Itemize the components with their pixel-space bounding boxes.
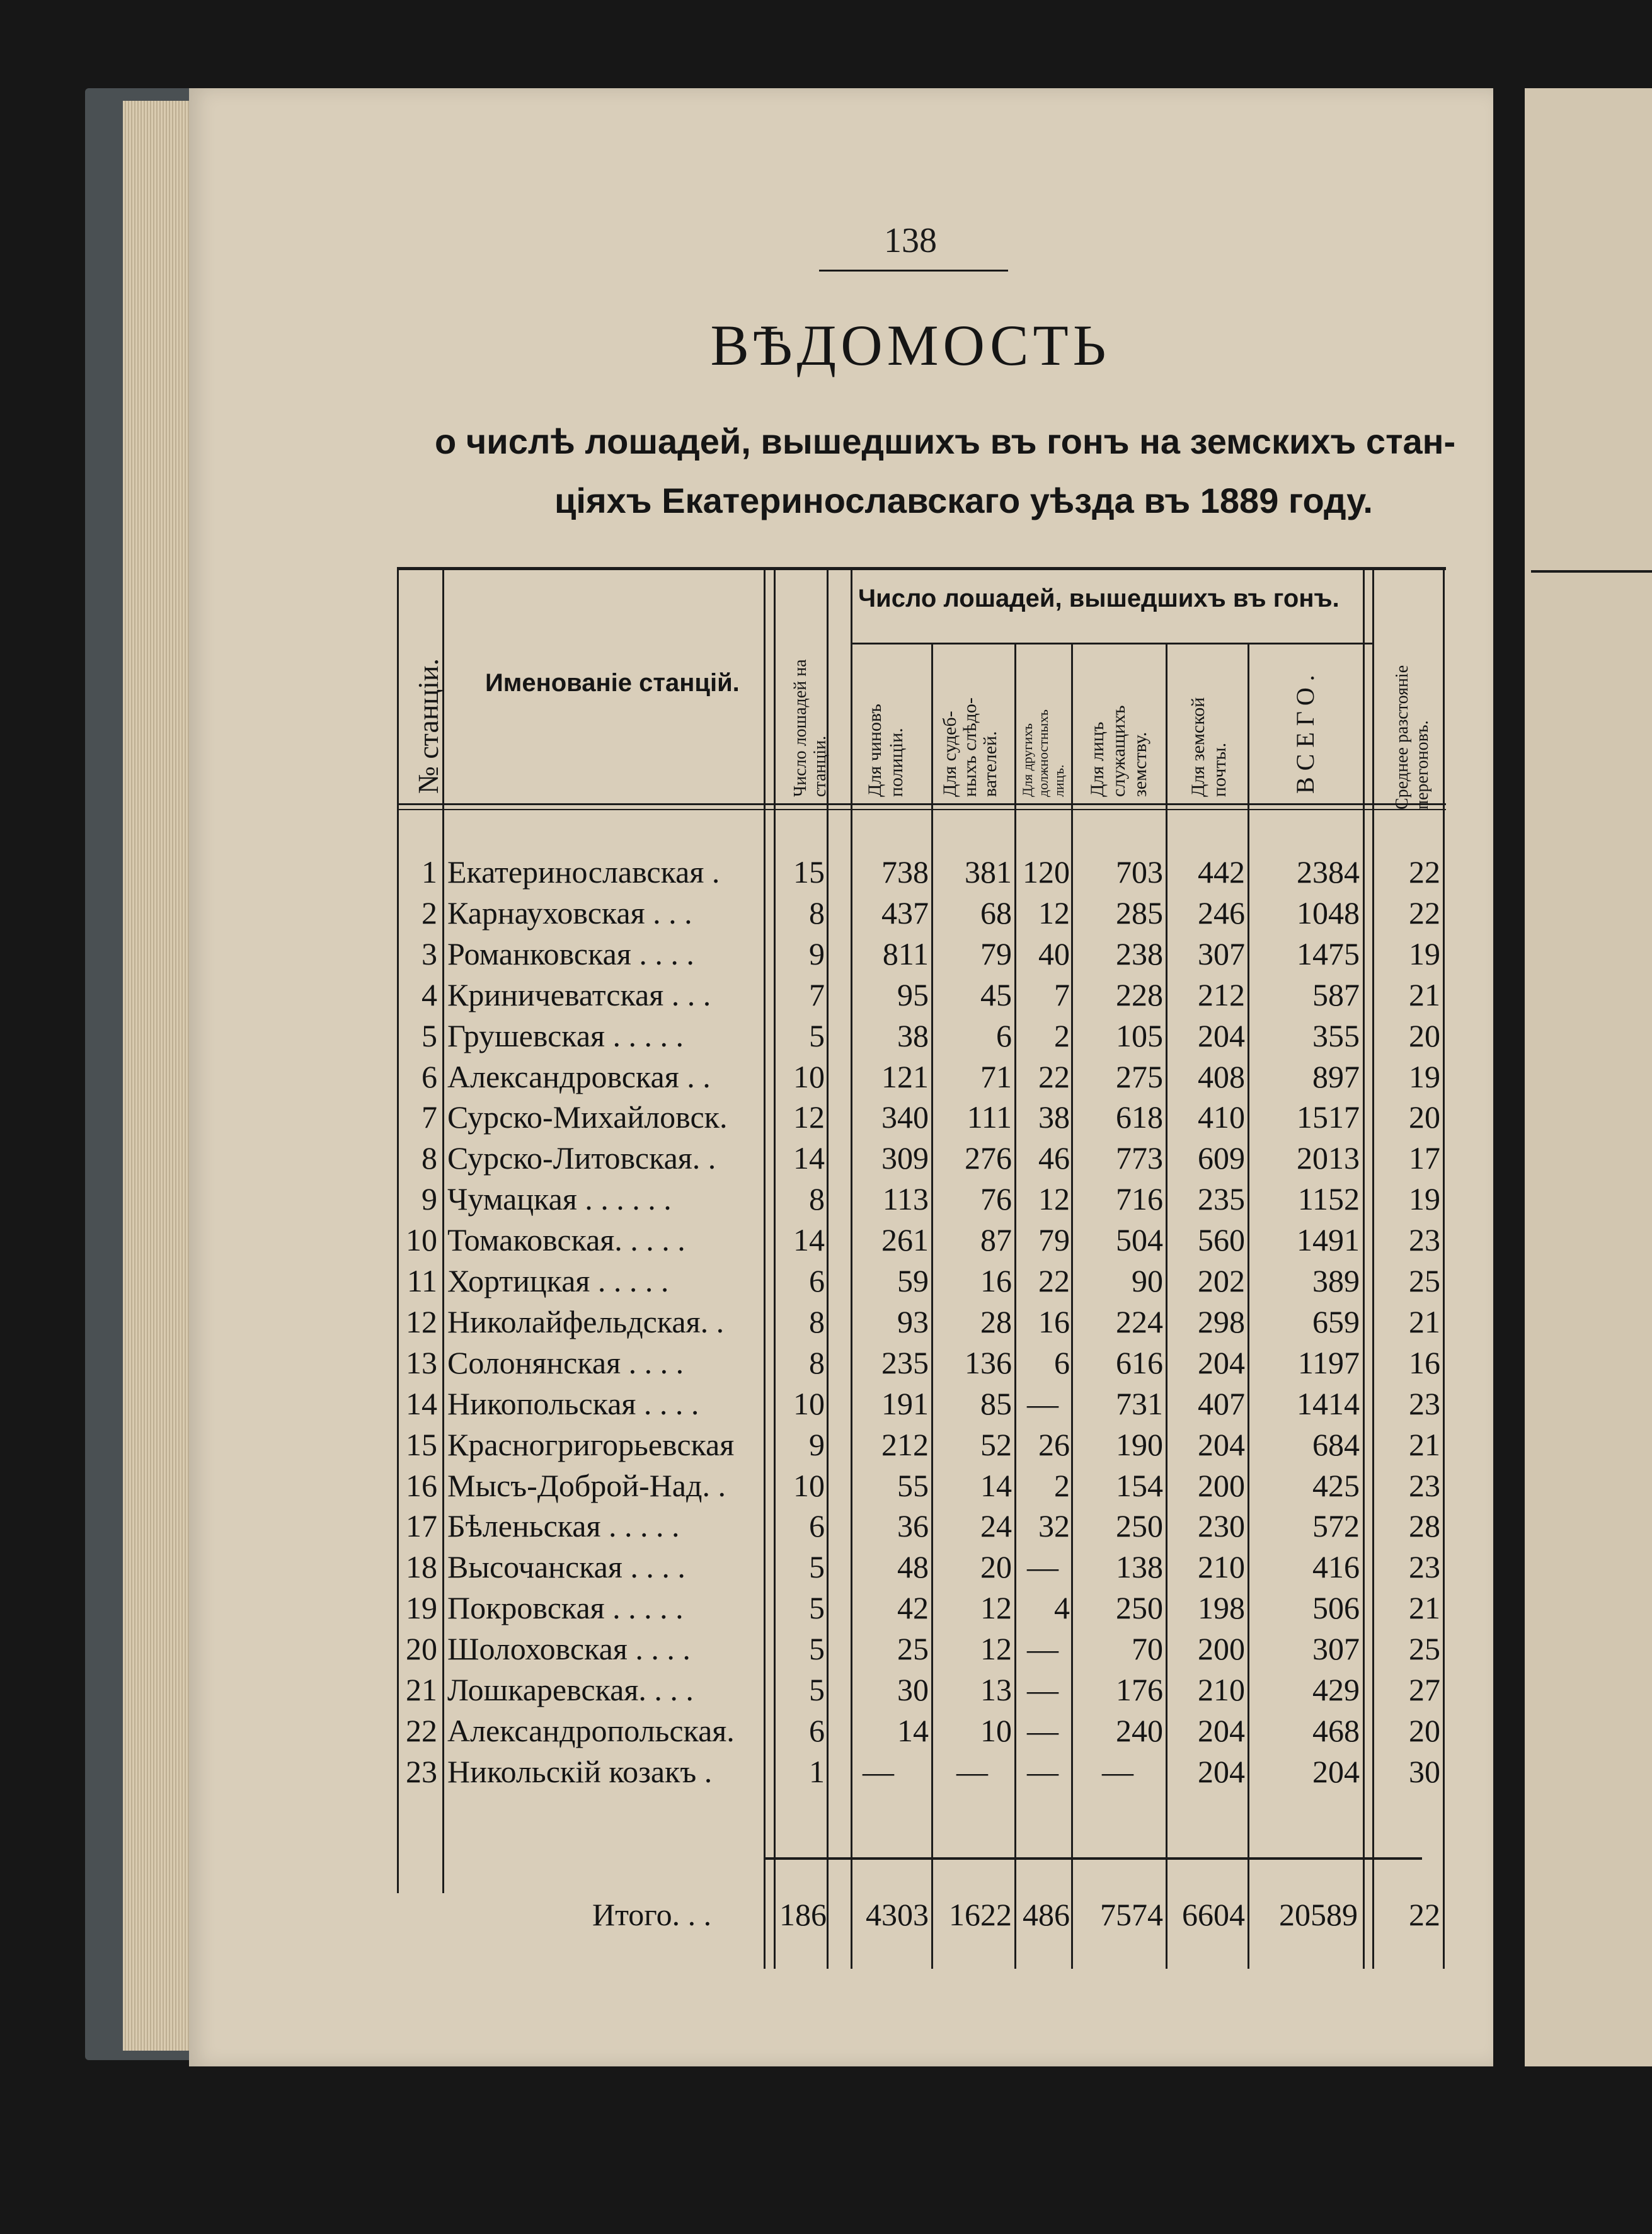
- total-horses-cell: 468: [1312, 1713, 1360, 1748]
- station-number-cell: 15: [406, 1427, 437, 1462]
- station-name-cell: Николайфельдская. .: [447, 1304, 725, 1339]
- horses-at-station-cell: 5: [809, 1672, 825, 1707]
- station-name-cell: Хортицкая . . . . .: [447, 1263, 669, 1298]
- header-total-text: ВСЕГО.: [1291, 668, 1319, 794]
- total-horses-cell: 1491: [1297, 1222, 1360, 1257]
- average-distance-cell: 25: [1409, 1263, 1440, 1298]
- average-distance-cell: 25: [1409, 1631, 1440, 1666]
- station-number-cell: 6: [422, 1059, 437, 1094]
- other-official-horses-cell: —: [1027, 1631, 1058, 1666]
- post-horses-cell: 235: [1198, 1181, 1245, 1217]
- zemstvo-horses-cell: 616: [1116, 1345, 1163, 1380]
- header-other-line-3: лицъ.: [1051, 764, 1067, 797]
- post-horses-cell: 442: [1198, 854, 1245, 890]
- station-number-cell: 12: [406, 1304, 437, 1339]
- header-horses-sent-group: Число лошадей, вышедшихъ въ гонъ.: [858, 585, 1339, 612]
- header-police: [864, 704, 907, 797]
- horses-at-station-cell: 5: [809, 1018, 825, 1053]
- other-official-horses-cell: —: [1027, 1672, 1058, 1707]
- header-investigators-line-3: вателей.: [980, 731, 1001, 797]
- station-name-cell: Екатеринославская .: [447, 854, 720, 890]
- post-horses-cell: 204: [1198, 1427, 1245, 1462]
- horses-at-station-cell: 10: [793, 1468, 825, 1503]
- police-horses-cell: 738: [881, 854, 929, 890]
- post-horses-cell: 200: [1198, 1631, 1245, 1666]
- total-horses-cell: 204: [1312, 1754, 1360, 1789]
- total-horses-cell: 2384: [1297, 854, 1360, 890]
- station-name-cell: Покровская . . . . .: [447, 1590, 684, 1625]
- page-number: 138: [884, 221, 937, 260]
- station-number-cell: 17: [406, 1508, 437, 1544]
- average-distance-cell: 19: [1409, 1181, 1440, 1217]
- post-horses-cell: 202: [1198, 1263, 1245, 1298]
- total-horses-cell: 355: [1312, 1018, 1360, 1053]
- zemstvo-horses-cell: 240: [1116, 1713, 1163, 1748]
- header-post-line-2: почты.: [1209, 742, 1230, 797]
- investigator-horses-cell: 136: [965, 1345, 1012, 1380]
- post-horses-cell: 204: [1198, 1754, 1245, 1789]
- horses-at-station-cell: 6: [809, 1713, 825, 1748]
- other-official-horses-cell: 2: [1054, 1468, 1070, 1503]
- horses-at-station-cell: 8: [809, 1304, 825, 1339]
- header-post-line-1: Для земской: [1188, 697, 1208, 797]
- police-horses-cell: 437: [881, 895, 929, 931]
- station-number-cell: 14: [406, 1386, 437, 1421]
- total-horses-cell: 587: [1312, 977, 1360, 1012]
- post-horses-cell: 204: [1198, 1713, 1245, 1748]
- other-official-horses-cell: 40: [1038, 936, 1070, 971]
- zemstvo-horses-cell: 190: [1116, 1427, 1163, 1462]
- investigator-horses-cell: 16: [980, 1263, 1012, 1298]
- horses-at-station-cell: 7: [809, 977, 825, 1012]
- header-investigators-line-1: Для судеб-: [939, 711, 960, 797]
- header-other-officials: [1019, 709, 1067, 797]
- total-horses-cell: 1152: [1297, 1181, 1360, 1217]
- police-horses-cell: 30: [897, 1672, 929, 1707]
- header-average-distance: [1392, 665, 1433, 810]
- average-distance-cell: 23: [1409, 1549, 1440, 1584]
- investigator-horses-cell: 85: [980, 1386, 1012, 1421]
- investigator-horses-cell: 381: [965, 854, 1012, 890]
- average-distance-cell: 22: [1409, 854, 1440, 890]
- police-horses-cell: 191: [881, 1386, 929, 1421]
- total-horses-cell: 684: [1312, 1427, 1360, 1462]
- post-horses-cell: 307: [1198, 936, 1245, 971]
- horses-at-station-cell: 8: [809, 895, 825, 931]
- header-police-line-2: полиціи.: [886, 728, 907, 797]
- horses-at-station-cell: 9: [809, 936, 825, 971]
- investigator-horses-cell: 24: [980, 1508, 1012, 1544]
- average-distance-cell: 27: [1409, 1672, 1440, 1707]
- header-horses-line-2: станціи.: [810, 735, 830, 797]
- investigator-horses-cell: 45: [980, 977, 1012, 1012]
- totals-total: 20589: [1279, 1897, 1358, 1932]
- police-horses-cell: 48: [897, 1549, 929, 1584]
- police-horses-cell: 309: [881, 1140, 929, 1176]
- horses-at-station-cell: 12: [793, 1099, 825, 1135]
- investigator-horses-cell: 76: [980, 1181, 1012, 1217]
- document-subtitle-line-2: ціяхъ Екатеринославскаго уѣзда въ 1889 году.: [554, 481, 1373, 520]
- totals-other: 486: [1023, 1897, 1070, 1932]
- police-horses-cell: 55: [897, 1468, 929, 1503]
- station-number-cell: 10: [406, 1222, 437, 1257]
- horses-at-station-cell: 6: [809, 1263, 825, 1298]
- zemstvo-horses-cell: 228: [1116, 977, 1163, 1012]
- station-name-cell: Лошкаревская. . . .: [447, 1672, 694, 1707]
- zemstvo-horses-cell: —: [1102, 1754, 1133, 1789]
- average-distance-cell: 21: [1409, 1427, 1440, 1462]
- station-name-cell: Солонянская . . . .: [447, 1345, 684, 1380]
- total-horses-cell: 572: [1312, 1508, 1360, 1544]
- header-bottom-rule: [397, 803, 1446, 805]
- police-horses-cell: 59: [897, 1263, 929, 1298]
- zemstvo-horses-cell: 731: [1116, 1386, 1163, 1421]
- police-horses-cell: 235: [881, 1345, 929, 1380]
- total-horses-cell: 659: [1312, 1304, 1360, 1339]
- other-official-horses-cell: 12: [1038, 1181, 1070, 1217]
- total-horses-cell: 1475: [1297, 936, 1360, 971]
- header-station-number: [413, 658, 444, 794]
- station-name-cell: Высочанская . . . .: [447, 1549, 685, 1584]
- zemstvo-horses-cell: 703: [1116, 854, 1163, 890]
- column-rule: [1363, 567, 1365, 1969]
- horses-at-station-cell: 8: [809, 1345, 825, 1380]
- post-horses-cell: 210: [1198, 1549, 1245, 1584]
- police-horses-cell: 340: [881, 1099, 929, 1135]
- investigator-horses-cell: 28: [980, 1304, 1012, 1339]
- totals-post: 6604: [1182, 1897, 1245, 1932]
- zemstvo-horses-cell: 176: [1116, 1672, 1163, 1707]
- header-post: [1188, 697, 1230, 797]
- other-official-horses-cell: 26: [1038, 1427, 1070, 1462]
- zemstvo-horses-cell: 618: [1116, 1099, 1163, 1135]
- other-official-horses-cell: 4: [1054, 1590, 1070, 1625]
- station-name-cell: Томаковская. . . . .: [447, 1222, 685, 1257]
- investigator-horses-cell: 52: [980, 1427, 1012, 1462]
- station-number-cell: 2: [422, 895, 437, 931]
- police-horses-cell: 261: [881, 1222, 929, 1257]
- police-horses-cell: 121: [881, 1059, 929, 1094]
- total-horses-cell: 307: [1312, 1631, 1360, 1666]
- zemstvo-horses-cell: 716: [1116, 1181, 1163, 1217]
- header-total: [1292, 668, 1319, 794]
- average-distance-cell: 21: [1409, 1304, 1440, 1339]
- station-name-cell: Мысъ-Доброй-Над. .: [447, 1468, 726, 1503]
- header-station-number-text: № станціи.: [412, 658, 444, 794]
- header-distance-line-2: перегоновъ.: [1413, 720, 1432, 810]
- station-number-cell: 19: [406, 1590, 437, 1625]
- average-distance-cell: 19: [1409, 1059, 1440, 1094]
- station-name-cell: Чумацкая . . . . . .: [447, 1181, 672, 1217]
- other-official-horses-cell: —: [1027, 1713, 1058, 1748]
- post-horses-cell: 230: [1198, 1508, 1245, 1544]
- station-name-cell: Никольскій козакъ .: [447, 1754, 713, 1789]
- zemstvo-horses-cell: 224: [1116, 1304, 1163, 1339]
- station-number-cell: 3: [422, 936, 437, 971]
- total-horses-cell: 2013: [1297, 1140, 1360, 1176]
- zemstvo-horses-cell: 285: [1116, 895, 1163, 931]
- other-official-horses-cell: 120: [1023, 854, 1070, 890]
- average-distance-cell: 21: [1409, 1590, 1440, 1625]
- total-horses-cell: 897: [1312, 1059, 1360, 1094]
- investigator-horses-cell: 111: [967, 1099, 1012, 1135]
- other-official-horses-cell: 16: [1038, 1304, 1070, 1339]
- horses-at-station-cell: 9: [809, 1427, 825, 1462]
- zemstvo-horses-cell: 275: [1116, 1059, 1163, 1094]
- header-other-line-2: должностныхъ: [1035, 709, 1051, 797]
- average-distance-cell: 19: [1409, 936, 1440, 971]
- zemstvo-horses-cell: 250: [1116, 1590, 1163, 1625]
- horses-at-station-cell: 14: [793, 1222, 825, 1257]
- police-horses-cell: 113: [882, 1181, 929, 1217]
- investigator-horses-cell: 71: [980, 1059, 1012, 1094]
- investigator-horses-cell: 6: [996, 1018, 1012, 1053]
- average-distance-cell: 16: [1409, 1345, 1440, 1380]
- totals-investigators: 1622: [949, 1897, 1012, 1932]
- station-name-cell: Сурско-Литовская. .: [447, 1140, 716, 1176]
- investigator-horses-cell: 12: [980, 1631, 1012, 1666]
- average-distance-cell: 20: [1409, 1099, 1440, 1135]
- post-horses-cell: 204: [1198, 1018, 1245, 1053]
- header-zemstvo-line-3: земству.: [1130, 731, 1150, 797]
- zemstvo-horses-cell: 250: [1116, 1508, 1163, 1544]
- station-number-cell: 20: [406, 1631, 437, 1666]
- police-horses-cell: —: [863, 1754, 894, 1789]
- zemstvo-horses-cell: 138: [1116, 1549, 1163, 1584]
- station-name-cell: Никопольская . . . .: [447, 1386, 699, 1421]
- horses-at-station-cell: 1: [809, 1754, 825, 1789]
- totals-distance: 22: [1409, 1897, 1440, 1932]
- police-horses-cell: 14: [897, 1713, 929, 1748]
- other-official-horses-cell: 22: [1038, 1263, 1070, 1298]
- post-horses-cell: 212: [1198, 977, 1245, 1012]
- station-number-cell: 9: [422, 1181, 437, 1217]
- horses-at-station-cell: 14: [793, 1140, 825, 1176]
- total-horses-cell: 389: [1312, 1263, 1360, 1298]
- investigator-horses-cell: 276: [965, 1140, 1012, 1176]
- average-distance-cell: 23: [1409, 1386, 1440, 1421]
- total-horses-cell: 1414: [1297, 1386, 1360, 1421]
- post-horses-cell: 210: [1198, 1672, 1245, 1707]
- police-horses-cell: 93: [897, 1304, 929, 1339]
- header-bottom-rule-2: [397, 809, 1446, 810]
- document-subtitle-line-1: о числѣ лошадей, вышедшихъ въ гонъ на земскихъ стан-: [435, 421, 1456, 461]
- header-zemstvo-line-1: Для лицъ: [1087, 721, 1108, 797]
- other-official-horses-cell: 2: [1054, 1018, 1070, 1053]
- totals-police: 4303: [866, 1897, 929, 1932]
- horses-at-station-cell: 5: [809, 1549, 825, 1584]
- average-distance-cell: 20: [1409, 1018, 1440, 1053]
- horses-at-station-cell: 5: [809, 1631, 825, 1666]
- investigator-horses-cell: 12: [980, 1590, 1012, 1625]
- post-horses-cell: 198: [1198, 1590, 1245, 1625]
- zemstvo-horses-cell: 105: [1116, 1018, 1163, 1053]
- other-official-horses-cell: 6: [1054, 1345, 1070, 1380]
- station-number-cell: 18: [406, 1549, 437, 1584]
- average-distance-cell: 22: [1409, 895, 1440, 931]
- horses-at-station-cell: 8: [809, 1181, 825, 1217]
- average-distance-cell: 17: [1409, 1140, 1440, 1176]
- other-official-horses-cell: —: [1027, 1386, 1058, 1421]
- station-name-cell: Криничеватская . . .: [447, 977, 711, 1012]
- station-number-cell: 11: [406, 1263, 437, 1298]
- post-horses-cell: 410: [1198, 1099, 1245, 1135]
- group-header-rule: [851, 643, 1374, 644]
- police-horses-cell: 25: [897, 1631, 929, 1666]
- total-horses-cell: 416: [1312, 1549, 1360, 1584]
- average-distance-cell: 23: [1409, 1222, 1440, 1257]
- total-horses-cell: 1517: [1297, 1099, 1360, 1135]
- investigator-horses-cell: 79: [980, 936, 1012, 971]
- header-police-line-1: Для чиновъ: [864, 704, 885, 797]
- other-official-horses-cell: —: [1027, 1754, 1058, 1789]
- other-official-horses-cell: —: [1027, 1549, 1058, 1584]
- column-rule: [1443, 567, 1445, 1969]
- total-horses-cell: 429: [1312, 1672, 1360, 1707]
- police-horses-cell: 38: [897, 1018, 929, 1053]
- station-number-cell: 8: [422, 1140, 437, 1176]
- zemstvo-horses-cell: 70: [1132, 1631, 1163, 1666]
- investigator-horses-cell: 20: [980, 1549, 1012, 1584]
- station-name-cell: Романковская . . . .: [447, 936, 694, 971]
- header-zemstvo: [1087, 706, 1151, 797]
- zemstvo-horses-cell: 504: [1116, 1222, 1163, 1257]
- average-distance-cell: 21: [1409, 977, 1440, 1012]
- station-name-cell: Сурско-Михайловск.: [447, 1099, 728, 1135]
- police-horses-cell: 42: [897, 1590, 929, 1625]
- totals-top-rule: [764, 1857, 1422, 1860]
- header-other-line-1: Для другихъ: [1019, 723, 1035, 797]
- post-horses-cell: 204: [1198, 1345, 1245, 1380]
- document-title: ВѢДОМОСТЬ: [710, 313, 1111, 377]
- station-number-cell: 23: [406, 1754, 437, 1789]
- horses-at-station-cell: 5: [809, 1590, 825, 1625]
- post-horses-cell: 560: [1198, 1222, 1245, 1257]
- station-number-cell: 1: [422, 854, 437, 890]
- header-distance-line-1: Среднее разстояніе: [1392, 665, 1412, 810]
- totals-zemstvo: 7574: [1100, 1897, 1163, 1932]
- police-horses-cell: 36: [897, 1508, 929, 1544]
- average-distance-cell: 30: [1409, 1754, 1440, 1789]
- police-horses-cell: 212: [881, 1427, 929, 1462]
- zemstvo-horses-cell: 154: [1116, 1468, 1163, 1503]
- post-horses-cell: 407: [1198, 1386, 1245, 1421]
- totals-label: Итого. . .: [592, 1897, 712, 1932]
- horses-at-station-cell: 10: [793, 1059, 825, 1094]
- other-official-horses-cell: 12: [1038, 895, 1070, 931]
- total-horses-cell: 1048: [1297, 895, 1360, 931]
- other-official-horses-cell: 38: [1038, 1099, 1070, 1135]
- post-horses-cell: 298: [1198, 1304, 1245, 1339]
- zemstvo-horses-cell: 90: [1132, 1263, 1163, 1298]
- police-horses-cell: 811: [882, 936, 929, 971]
- station-number-cell: 21: [406, 1672, 437, 1707]
- zemstvo-horses-cell: 238: [1116, 936, 1163, 971]
- other-official-horses-cell: 79: [1038, 1222, 1070, 1257]
- station-number-cell: 4: [422, 977, 437, 1012]
- station-name-cell: Бѣленьская . . . . .: [447, 1508, 680, 1544]
- header-zemstvo-line-2: служащихъ: [1108, 705, 1129, 797]
- station-name-cell: Красногригорьевская: [447, 1427, 735, 1462]
- post-horses-cell: 609: [1198, 1140, 1245, 1176]
- station-number-cell: 7: [422, 1099, 437, 1135]
- totals-horses: 186: [779, 1897, 827, 1932]
- average-distance-cell: 20: [1409, 1713, 1440, 1748]
- station-name-cell: Александропольская.: [447, 1713, 735, 1748]
- header-horses-line-1: Число лошадей на: [791, 659, 810, 797]
- investigator-horses-cell: 13: [980, 1672, 1012, 1707]
- other-official-horses-cell: 22: [1038, 1059, 1070, 1094]
- average-distance-cell: 23: [1409, 1468, 1440, 1503]
- total-horses-cell: 506: [1312, 1590, 1360, 1625]
- station-name-cell: Грушевская . . . . .: [447, 1018, 684, 1053]
- post-horses-cell: 246: [1198, 895, 1245, 931]
- post-horses-cell: 200: [1198, 1468, 1245, 1503]
- table-top-rule: [397, 567, 1446, 570]
- post-horses-cell: 408: [1198, 1059, 1245, 1094]
- horses-at-station-cell: 6: [809, 1508, 825, 1544]
- police-horses-cell: 95: [897, 977, 929, 1012]
- average-distance-cell: 28: [1409, 1508, 1440, 1544]
- horses-at-station-cell: 10: [793, 1386, 825, 1421]
- other-official-horses-cell: 46: [1038, 1140, 1070, 1176]
- investigator-horses-cell: 10: [980, 1713, 1012, 1748]
- other-official-horses-cell: 7: [1054, 977, 1070, 1012]
- horses-at-station-cell: 15: [793, 854, 825, 890]
- station-number-cell: 22: [406, 1713, 437, 1748]
- other-official-horses-cell: 32: [1038, 1508, 1070, 1544]
- header-investigators-line-2: ныхъ слѣдо-: [960, 697, 980, 797]
- station-number-cell: 13: [406, 1345, 437, 1380]
- zemstvo-horses-cell: 773: [1116, 1140, 1163, 1176]
- station-number-cell: 5: [422, 1018, 437, 1053]
- header-station-name: Именованіе станцій.: [485, 669, 740, 697]
- investigator-horses-cell: 68: [980, 895, 1012, 931]
- total-horses-cell: 1197: [1297, 1345, 1360, 1380]
- header-horses-at-station: [791, 659, 830, 797]
- station-name-cell: Шолоховская . . . .: [447, 1631, 691, 1666]
- total-horses-cell: 425: [1312, 1468, 1360, 1503]
- station-name-cell: Александровская . .: [447, 1059, 711, 1094]
- investigator-horses-cell: 14: [980, 1468, 1012, 1503]
- header-investigators: [940, 697, 1001, 797]
- station-number-cell: 16: [406, 1468, 437, 1503]
- station-name-cell: Карнауховская . . .: [447, 895, 692, 931]
- investigator-horses-cell: —: [956, 1754, 988, 1789]
- investigator-horses-cell: 87: [980, 1222, 1012, 1257]
